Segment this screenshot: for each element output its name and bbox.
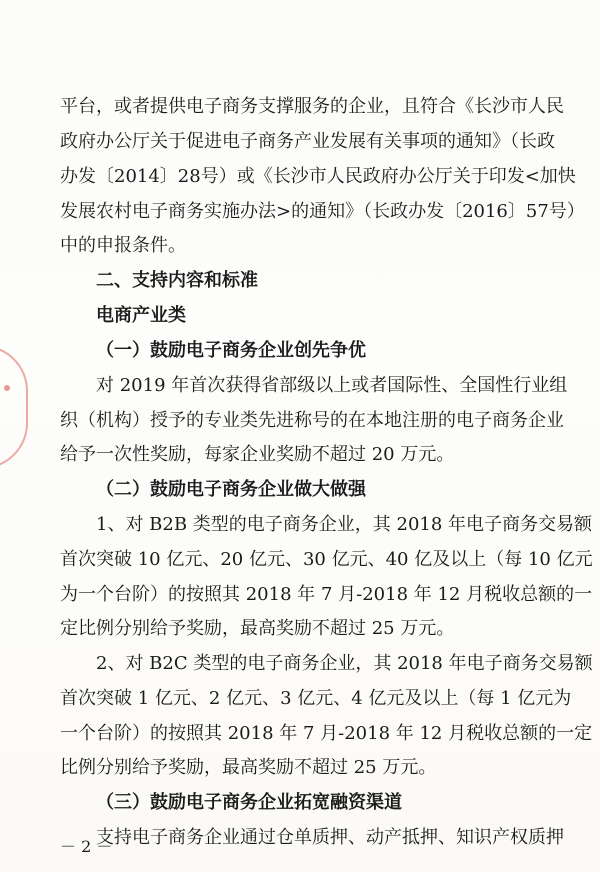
- body-line: 政府办公厅关于促进电子商务产业发展有关事项的通知》（长政: [60, 131, 555, 152]
- red-seal-fragment: [0, 345, 28, 469]
- section-heading: 二、支持内容和标准: [96, 270, 258, 291]
- body-line: 对 2019 年首次获得省部级以上或者国际性、全国性行业组: [96, 375, 568, 396]
- subsection-heading: （一）鼓励电子商务企业创先争优: [96, 340, 366, 361]
- red-seal-dot: [4, 385, 10, 391]
- page-number: － 2 －: [60, 837, 113, 856]
- body-line: 平台，或者提供电子商务支撑服务的企业，且符合《长沙市人民: [60, 96, 564, 117]
- body-line: 为一个台阶）的按照其 2018 年 7 月-2018 年 12 月税收总额的一: [60, 584, 593, 605]
- body-line: 支持电子商务企业通过仓单质押、动产抵押、知识产权质押: [96, 827, 564, 848]
- body-line: 给予一次性奖励，每家企业奖励不超过 20 万元。: [60, 444, 455, 465]
- body-line: 一个台阶）的按照其 2018 年 7 月-2018 年 12 月税收总额的一定: [60, 723, 593, 744]
- body-line: 织（机构）授予的专业类先进称号的在本地注册的电子商务企业: [60, 410, 564, 431]
- category-heading: 电商产业类: [96, 305, 186, 326]
- body-line: 发展农村电子商务实施办法>的通知》（长政办发〔2016〕57号）: [60, 201, 585, 222]
- subsection-heading: （二）鼓励电子商务企业做大做强: [96, 479, 366, 500]
- body-line: 比例分别给予奖励，最高奖励不超过 25 万元。: [60, 757, 437, 778]
- subsection-heading: （三）鼓励电子商务企业拓宽融资渠道: [96, 792, 402, 813]
- body-line: 办发〔2014〕28号）或《长沙市人民政府办公厅关于印发<加快: [60, 166, 576, 187]
- body-line: 1、对 B2B 类型的电子商务企业，其 2018 年电子商务交易额: [96, 514, 593, 535]
- body-line: 中的申报条件。: [60, 235, 186, 256]
- body-line: 定比例分别给予奖励，最高奖励不超过 25 万元。: [60, 618, 455, 639]
- body-line: 首次突破 10 亿元、20 亿元、30 亿元、40 亿及以上（每 10 亿元: [60, 549, 593, 570]
- body-line: 首次突破 1 亿元、2 亿元、3 亿元、4 亿元及以上（每 1 亿元为: [60, 688, 572, 709]
- body-line: 2、对 B2C 类型的电子商务企业，其 2018 年电子商务交易额: [96, 653, 593, 674]
